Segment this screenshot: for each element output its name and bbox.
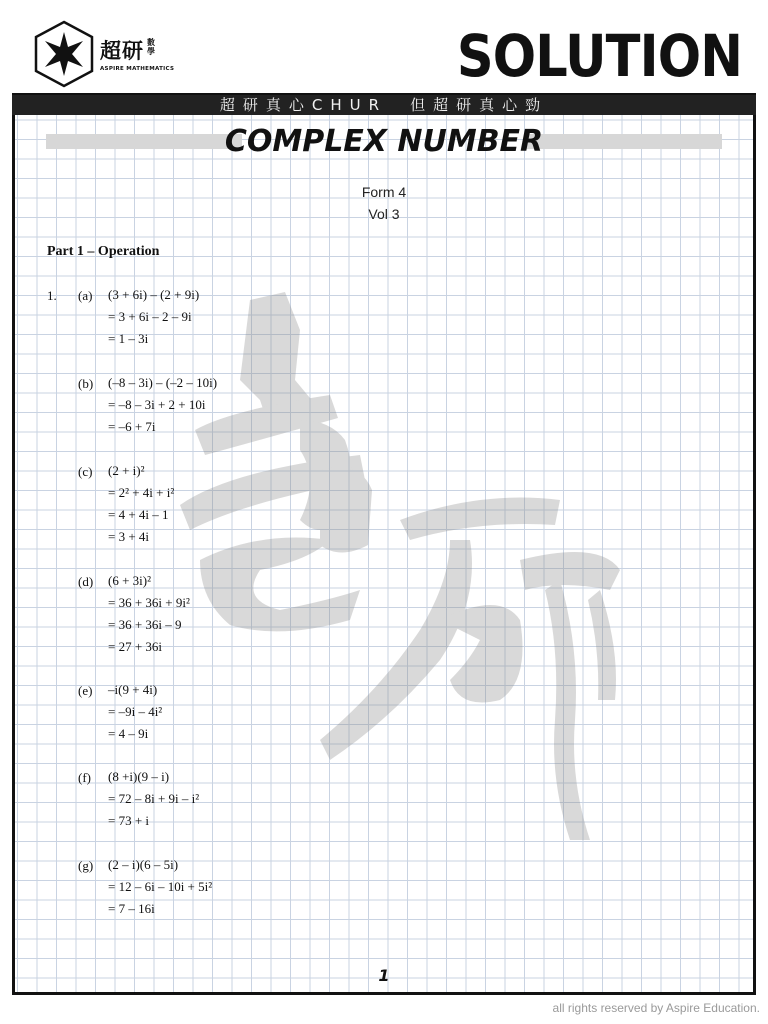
header: [12, 13, 756, 95]
working-line: = 72 – 8i + 9i – i²: [108, 791, 200, 806]
question-label: (f): [78, 770, 91, 785]
working-line: = 4 + 4i – 1: [108, 507, 169, 522]
page-title: COMPLEX NUMBER: [224, 124, 544, 159]
volume-label: Vol 3: [368, 206, 400, 222]
logo-subtitle: ASPIRE MATHEMATICS: [100, 66, 175, 72]
question-number: 1.: [47, 288, 57, 303]
working-line: = 1 – 3i: [108, 331, 149, 346]
working-line: = 12 – 6i – 10i + 5i²: [108, 879, 213, 894]
working-line: = 4 – 9i: [108, 726, 149, 741]
copyright-footer: all rights reserved by Aspire Education.: [552, 1001, 760, 1015]
question-label: (a): [78, 288, 93, 303]
part-heading: Part 1 – Operation: [47, 244, 160, 259]
working-line: = –9i – 4i²: [108, 704, 163, 719]
working-line: = 73 + i: [108, 813, 150, 828]
working-line: = 7 – 16i: [108, 901, 155, 916]
question-label: (d): [78, 574, 94, 589]
working-line: (2 – i)(6 – 5i): [108, 857, 179, 872]
working-line: = 36 + 36i + 9i²: [108, 595, 190, 610]
form-label: Form 4: [361, 184, 407, 200]
logo-chinese-small: 數學: [147, 38, 155, 56]
working-line: (2 + i)²: [108, 463, 145, 478]
working-line: = 36 + 36i – 9: [108, 617, 182, 632]
working-line: = –6 + 7i: [108, 419, 156, 434]
page-number: 1: [378, 966, 390, 985]
working-line: = 2² + 4i + i²: [108, 485, 175, 500]
solution-badge: SOLUTION: [456, 22, 742, 90]
working-line: (3 + 6i) – (2 + 9i): [108, 287, 200, 302]
slogan-bar: 超研真心CHUR 但超研真心勁: [12, 95, 756, 115]
working-line: –i(9 + 4i): [108, 682, 158, 697]
working-line: = 3 + 4i: [108, 529, 150, 544]
title-row: [46, 122, 722, 162]
question-label: (c): [78, 464, 93, 479]
working-line: (–8 – 3i) – (–2 – 10i): [108, 375, 218, 390]
question-label: (e): [78, 683, 93, 698]
aspire-logo-icon: [32, 19, 96, 89]
working-line: (6 + 3i)²: [108, 573, 151, 588]
question-label: (b): [78, 376, 94, 391]
working-line: = 3 + 6i – 2 – 9i: [108, 309, 192, 324]
logo-wordmark: [100, 35, 174, 72]
question-label: (g): [78, 858, 94, 873]
logo-chinese: 超研: [100, 39, 144, 63]
working-line: = 27 + 36i: [108, 639, 163, 654]
working-line: = –8 – 3i + 2 + 10i: [108, 397, 206, 412]
working-line: (8 +i)(9 – i): [108, 769, 170, 784]
